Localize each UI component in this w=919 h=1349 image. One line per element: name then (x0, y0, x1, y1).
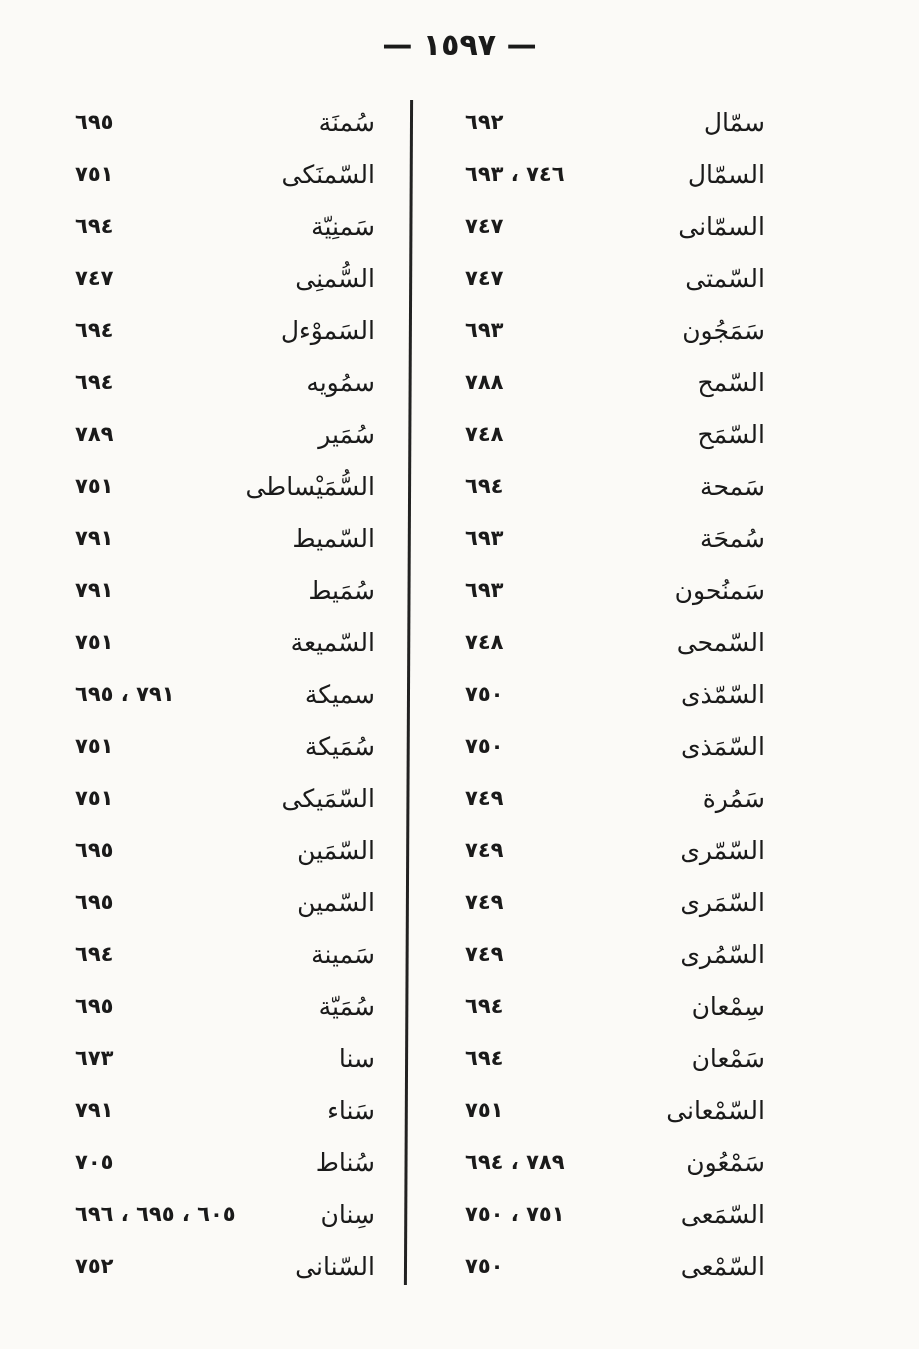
entry-name: سَمنِيّة (311, 211, 375, 241)
entry-pages: ٧٥٠ (465, 682, 504, 706)
entry-name: السمّال (687, 159, 765, 189)
entry-pages: ٧٩١ ، ٦٩٥ (75, 682, 175, 706)
entry-pages: ٧٤٩ (465, 786, 504, 810)
entry-pages: ٧٥١ (75, 630, 114, 654)
entry-pages: ٧٩١ (75, 1098, 114, 1122)
entry-pages: ٦٩٣ (465, 318, 504, 342)
entry-name: السُّمَيْساطى (245, 471, 375, 501)
entry-name: السّنانى (295, 1251, 375, 1281)
entry-name: السّمَرى (680, 887, 765, 917)
entry-pages: ٧٥١ (75, 162, 114, 186)
entry-pages: ٧٥١ (465, 1098, 504, 1122)
entry-name: سُمَيّة (318, 991, 375, 1021)
entry-name: سَمْعُون (686, 1147, 765, 1177)
entry-name: السَموْءل (280, 315, 375, 345)
index-entry (465, 512, 765, 564)
entry-name: سُمنَة (318, 107, 375, 137)
entry-name: سُمحَة (700, 523, 765, 553)
index-entry (465, 616, 765, 668)
entry-name: السّمَين (297, 835, 375, 865)
index-entry (465, 408, 765, 460)
index-entry (465, 564, 765, 616)
entry-name: سَمْعان (691, 1043, 765, 1073)
index-entry (75, 564, 375, 616)
entry-name: السّمين (297, 887, 375, 917)
entry-pages: ٦٩٤ (75, 942, 114, 966)
entry-name: السّمَيكى (281, 783, 375, 813)
index-entry (465, 200, 765, 252)
entry-name: السّميط (292, 523, 375, 553)
entry-pages: ٦٩٤ (465, 994, 504, 1018)
entry-name: سَمحة (700, 471, 765, 501)
index-entry (465, 1136, 765, 1188)
entry-pages: ٧٨٩ (75, 422, 114, 446)
entry-pages: ٧٤٩ (465, 890, 504, 914)
index-entry (75, 148, 375, 200)
entry-pages: ٧٤٧ (465, 266, 504, 290)
right-column (465, 96, 765, 1292)
entry-pages: ٦٩٣ (465, 578, 504, 602)
index-entry (75, 824, 375, 876)
entry-pages: ٦٩٤ (75, 370, 114, 394)
index-entry (75, 1136, 375, 1188)
entry-pages: ٦٩٣ (465, 526, 504, 550)
entry-pages: ٧٥١ ، ٧٥٠ (465, 1202, 565, 1226)
entry-name: سِنان (320, 1199, 375, 1229)
entry-name: سنا (338, 1043, 375, 1073)
entry-name: سُمَير (318, 419, 375, 449)
entry-name: السّمُرى (680, 939, 765, 969)
entry-name: السّمحى (676, 627, 765, 657)
entry-name: سميكة (304, 679, 375, 709)
index-entry (75, 1032, 375, 1084)
left-column (75, 96, 375, 1292)
index-entry (75, 408, 375, 460)
entry-name: السّمّذى (680, 679, 765, 709)
index-entry (465, 772, 765, 824)
index-entry (75, 720, 375, 772)
index-entry (75, 1188, 375, 1240)
index-entry (75, 876, 375, 928)
entry-pages: ٦٩٥ (75, 890, 114, 914)
entry-name: السّمَعى (680, 1199, 765, 1229)
entry-pages: ٧٨٩ ، ٦٩٤ (465, 1150, 565, 1174)
index-entry (465, 96, 765, 148)
index-entry (75, 96, 375, 148)
entry-name: سَمنُحون (674, 575, 765, 605)
entry-pages: ٦٩٥ (75, 838, 114, 862)
index-entry (465, 148, 765, 200)
entry-name: سَمُرة (702, 783, 765, 813)
index-entry (75, 200, 375, 252)
entry-name: السّمنَكى (281, 159, 375, 189)
entry-pages: ٧٠٥ (75, 1150, 114, 1174)
entry-name: سَناء (327, 1095, 375, 1125)
entry-pages: ٧٥٠ (465, 734, 504, 758)
entry-pages: ٧٥٠ (465, 1254, 504, 1278)
entry-name: سُمَيط (308, 575, 375, 605)
page-number: — ١٥٩٧ — (382, 28, 537, 63)
index-entry (465, 1240, 765, 1292)
index-entry (465, 356, 765, 408)
index-entry (465, 1032, 765, 1084)
index-entry (465, 876, 765, 928)
index-entry (75, 772, 375, 824)
entry-name: السّمح (697, 367, 765, 397)
entry-name: سُناط (315, 1147, 375, 1177)
index-entry (465, 304, 765, 356)
entry-pages: ٧٥٢ (75, 1254, 114, 1278)
index-entry (465, 1188, 765, 1240)
entry-pages: ٧٤٦ ، ٦٩٣ (465, 162, 565, 186)
entry-name: سِمْعان (691, 991, 765, 1021)
index-entry (465, 460, 765, 512)
entry-name: سُمَيكة (304, 731, 375, 761)
entry-pages: ٦٠٥ ، ٦٩٥ ، ٦٩٦ (75, 1202, 236, 1226)
index-entry (75, 356, 375, 408)
entry-name: السّمْعى (680, 1251, 765, 1281)
index-entry (75, 460, 375, 512)
entry-pages: ٦٩٤ (465, 1046, 504, 1070)
entry-name: السُّمنِى (295, 263, 375, 293)
index-entry (465, 980, 765, 1032)
index-entry (75, 1084, 375, 1136)
entry-name: السّمَح (697, 419, 765, 449)
entry-name: السّميعة (290, 627, 375, 657)
entry-pages: ٧٤٩ (465, 942, 504, 966)
entry-pages: ٦٩٢ (465, 110, 504, 134)
entry-pages: ٦٩٥ (75, 994, 114, 1018)
entry-pages: ٦٧٣ (75, 1046, 114, 1070)
index-entry (465, 1084, 765, 1136)
index-entry (75, 980, 375, 1032)
index-entry (75, 928, 375, 980)
entry-name: سمّال (703, 107, 765, 137)
entry-pages: ٧٥١ (75, 734, 114, 758)
index-entry (75, 1240, 375, 1292)
entry-name: السّمّرى (680, 835, 765, 865)
entry-pages: ٧٩١ (75, 526, 114, 550)
entry-name: السّمتى (685, 263, 765, 293)
entry-pages: ٦٩٥ (75, 110, 114, 134)
entry-pages: ٦٩٤ (75, 318, 114, 342)
entry-pages: ٧٩١ (75, 578, 114, 602)
entry-pages: ٧٨٨ (465, 370, 504, 394)
entry-name: سَمينة (311, 939, 375, 969)
entry-name: السّمْعانى (666, 1095, 765, 1125)
entry-pages: ٧٥١ (75, 786, 114, 810)
entry-pages: ٧٤٧ (465, 214, 504, 238)
entry-pages: ٧٤٨ (465, 422, 504, 446)
index-entry (465, 928, 765, 980)
index-entry (465, 824, 765, 876)
entry-pages: ٦٩٤ (75, 214, 114, 238)
entry-pages: ٧٥١ (75, 474, 114, 498)
entry-pages: ٦٩٤ (465, 474, 504, 498)
index-entry (75, 616, 375, 668)
index-entry (75, 252, 375, 304)
entry-name: السمّانى (678, 211, 765, 241)
index-entry (75, 304, 375, 356)
entry-name: سمُويه (306, 367, 375, 397)
column-divider (404, 100, 413, 1285)
index-entry (465, 668, 765, 720)
entry-name: سَمَجُون (682, 315, 765, 345)
index-entry (465, 720, 765, 772)
index-entry (75, 668, 375, 720)
index-entry (465, 252, 765, 304)
entry-pages: ٧٤٧ (75, 266, 114, 290)
entry-pages: ٧٤٨ (465, 630, 504, 654)
entry-name: السّمَذى (680, 731, 765, 761)
entry-pages: ٧٤٩ (465, 838, 504, 862)
index-entry (75, 512, 375, 564)
